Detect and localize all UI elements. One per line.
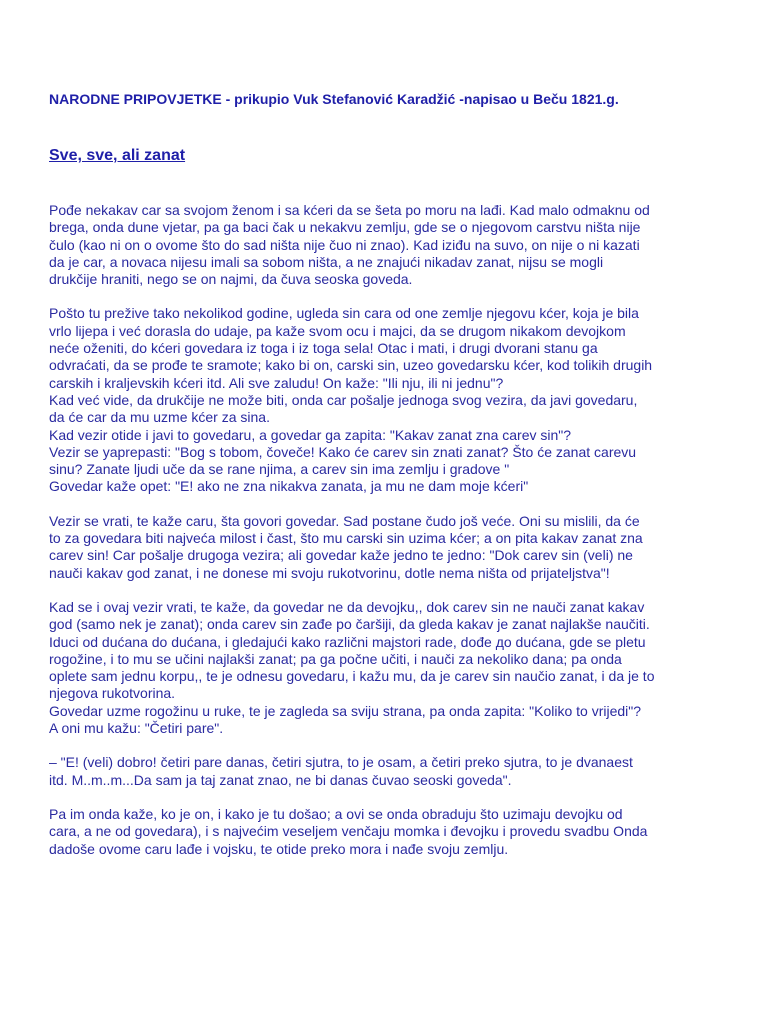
text-line: njegova rukotvorina.	[49, 685, 176, 702]
paragraph	[49, 754, 729, 789]
text-line: brega, onda dune vjetar, pa ga baci čak u nekakvu zemlju, gde se o njegovom carstvu ništa nije	[49, 219, 641, 236]
text-line: – "E! (veli) dobro! četiri pare danas, četiri sjutra, to je osam, a četiri preko sjutra, to je dvanaest	[49, 754, 633, 771]
text-line: Kad vezir otide i javi to govedaru, a govedar ga zapita: "Kakav zanat zna carev sin"?	[49, 426, 572, 443]
text-line: carskih i kraljevskih kćeri itd. Ali sve zaludu! On kaže: "Ili nju, ili ni jednu"?	[49, 374, 504, 391]
text-line: carev sin! Car pošalje drugoga vezira; ali govedar kaže jedno te jedno: "Dok carev sin (veli) ne	[49, 547, 633, 564]
paragraph	[49, 202, 729, 288]
paragraph	[49, 599, 729, 737]
document-header: NARODNE PRIPOVJETKE - prikupio Vuk Stefanović Karadžić -napisao u Beču 1821.g.	[49, 91, 619, 107]
text-line: dadoše ovome caru lađe i vojsku, te otide preko mora i nađe svoju zemlju.	[49, 840, 509, 857]
text-line: Kad se i ovaj vezir vrati, te kaže, da govedar ne da devojku,, dok carev sin ne nauči zanat kakav	[49, 598, 645, 615]
text-line: odvraćati, da se prođe te sramote; kako bi on, carski sin, uzeo govedarsku kćer, kod tolikih drugih	[49, 357, 653, 374]
text-line: god (samo nek je zanat); onda carev sin zađe po čaršiji, da gleda kakav je zanat najlakše naučiti.	[49, 616, 650, 633]
text-line: Pođe nekakav car sa svojom ženom i sa kćeri da se šeta po moru na lađi. Kad malo odmaknu od	[49, 202, 650, 218]
text-line: Govedar uzme rogožinu u ruke, te je zagleda sa sviju strana, pa onda zapita: "Koliko to vrijedi"?	[49, 702, 642, 719]
text-line: nauči kakav god zanat, i ne donese mi svoju rukotvorinu, dotle nema ništa od prijateljstva"!	[49, 564, 610, 581]
text-line: rogožine, i to mu se učini najlakši zanat; pa ga počne učiti, i nauči za nekoliko dana; pa onda	[49, 650, 622, 667]
story-body	[49, 202, 729, 875]
text-line: cara, a ne od govedara), i s najvećim veseljem venčaju momka i đevojku i provedu svadbu Onda	[49, 823, 648, 840]
text-line: A oni mu kažu: "Četiri pare".	[49, 720, 224, 737]
paragraph	[49, 806, 729, 858]
text-line: čulo (kao ni on o ovome što do sad ništa nije čuo ni znao). Kad iziđu na suvo, on nije o ni kazati	[49, 236, 640, 253]
text-line: oplete sam jednu korpu,, te je odnesu govedaru, i kažu mu, da je carev sin naučio zanat, i da je to	[49, 668, 655, 685]
text-line: Vezir se vrati, te kaže caru, šta govori govedar. Sad postane čudo još veće. Oni su mislili, da će	[49, 512, 640, 529]
paragraph	[49, 513, 729, 582]
text-line: da je car, a novaca nijesu imali sa sobom ništa, a ne znajući nikadav zanat, nijsu se mogli	[49, 253, 604, 270]
text-line: neće oženiti, do kćeri govedara iz toga i iz toga sela! Otac i mati, i drugi dvorani stanu ga	[49, 340, 598, 357]
text-line: Vezir se yaprepasti: "Bog s tobom, čoveče! Kako će carev sin znati zanat? Što će zanat carevu	[49, 443, 637, 460]
text-line: Pa im onda kaže, ko je on, i kako je tu došao; a ovi se onda obraduju što uzimaju devojku od	[49, 805, 623, 822]
text-line: to za govedara biti najveća milost i čast, što mu carski sin uzima kćer; a on pita kakav zanat zna	[49, 530, 643, 547]
text-line: Iduci od dućana do dućana, i gledajući kako različni majstori rade, dođe до dućana, gde se pletu	[49, 633, 646, 650]
text-line: Pošto tu prežive tako nekolikod godine, ugleda sin cara od one zemlje njegovu kćer, koja je bila	[49, 305, 639, 322]
text-line: vrlo lijepa i već dorasla do udaje, pa kaže svom ocu i majci, da se drugom nikakom devojkom	[49, 322, 626, 339]
story-title: Sve, sve, ali zanat	[49, 147, 186, 164]
paragraph	[49, 305, 729, 495]
text-line: Kad već vide, da drukčije ne može biti, onda car pošalje jednoga svog vezira, da javi govedaru,	[49, 391, 638, 408]
text-line: sinu? Zanate ljudi uče da se rane njima, a carev sin ima zemlju i gradove "	[49, 461, 510, 478]
text-line: Govedar kaže opet: "E! ako ne zna nikakva zanata, ja mu ne dam moje kćeri"	[49, 478, 529, 495]
text-line: da će car da mu uzme kćer za sina.	[49, 409, 270, 426]
text-line: drukčije hraniti, nego se on najmi, da čuva seoska goveda.	[49, 271, 413, 288]
text-line: itd. M..m..m...Da sam ja taj zanat znao, ne bi danas čuvao seoski goveda".	[49, 771, 512, 788]
